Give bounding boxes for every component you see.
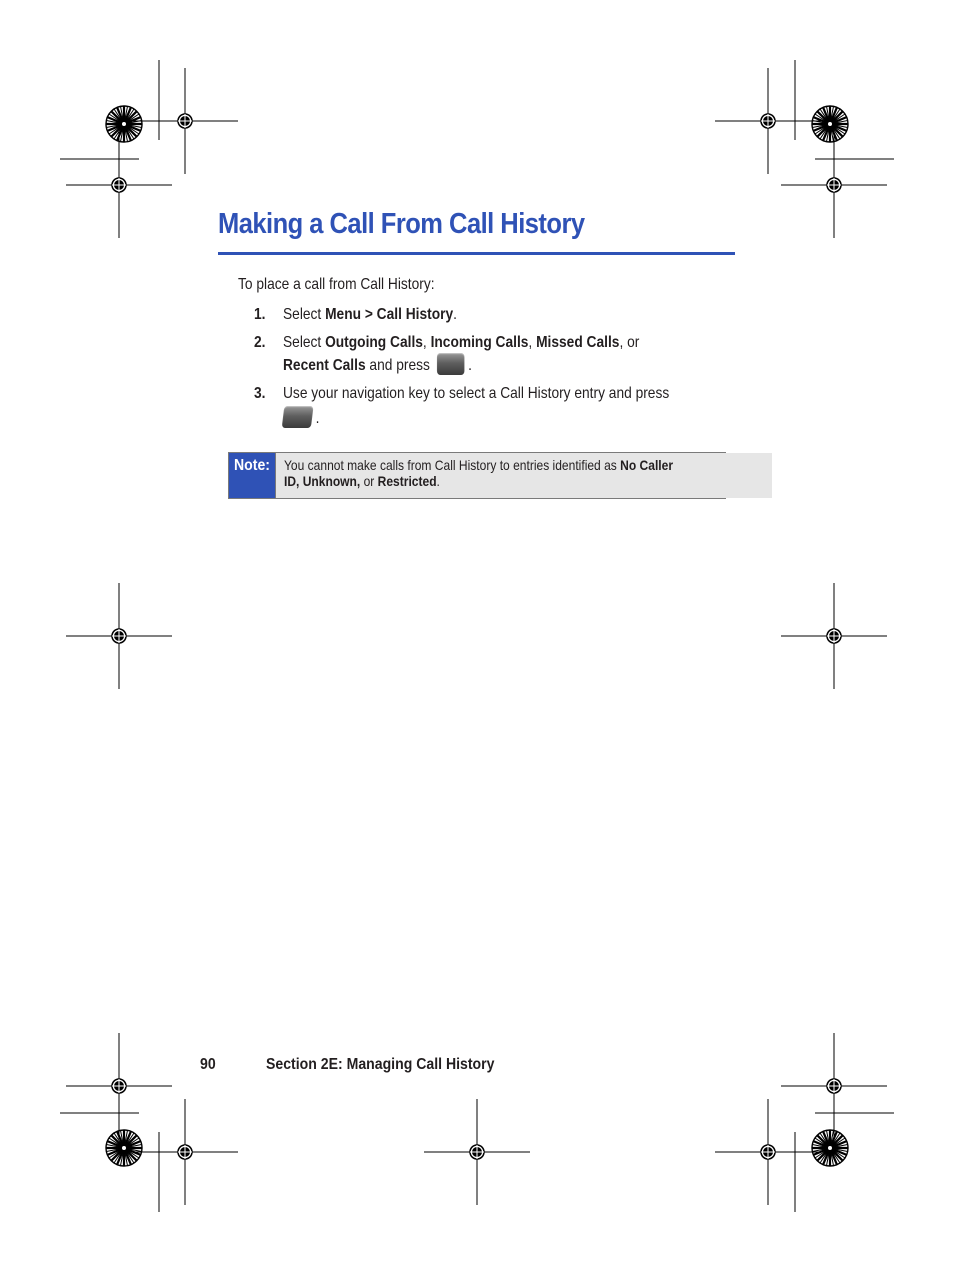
page-title: Making a Call From Call History — [218, 208, 585, 240]
text-run: . — [436, 473, 440, 489]
step-tail: . — [315, 410, 320, 427]
bold-term: No Caller — [620, 457, 673, 473]
text-run: Use your navigation key to select a Call History entry and press — [283, 385, 670, 402]
step-text-continued — [283, 354, 472, 377]
bold-term: Outgoing Calls — [325, 334, 423, 351]
step-text-continued — [283, 407, 320, 430]
text-run: , — [528, 334, 537, 351]
title-rule — [218, 252, 735, 255]
note-line-2 — [284, 473, 697, 489]
text-run: , or — [619, 334, 640, 351]
text-run: . — [453, 306, 457, 323]
talk-key-icon — [282, 406, 314, 428]
text-run: Select — [283, 334, 326, 351]
step-text — [283, 331, 639, 354]
note-text — [275, 453, 772, 498]
step-number: 2. — [254, 334, 266, 351]
note-line-1 — [284, 457, 697, 473]
ok-key-icon — [437, 353, 465, 375]
step-number: 1. — [254, 306, 266, 323]
bold-term: Incoming Calls — [430, 334, 529, 351]
text-run: Select — [283, 306, 326, 323]
bold-term: Menu > Call History — [325, 306, 454, 323]
bold-term: Restricted — [377, 473, 437, 489]
bold-term: Recent Calls — [283, 357, 366, 374]
bold-term: ID, Unknown, — [283, 473, 361, 489]
section-title: Section 2E: Managing Call History — [266, 1056, 495, 1073]
note-label: Note: — [229, 453, 275, 498]
note-box — [228, 452, 726, 499]
intro-text: To place a call from Call History: — [238, 276, 435, 293]
text-run: You cannot make calls from Call History to entries identified as — [283, 457, 621, 473]
text-run: and press — [365, 357, 434, 374]
text-run: or — [360, 473, 378, 489]
step-tail: . — [468, 357, 472, 374]
step-text-part — [283, 357, 434, 374]
page-number: 90 — [200, 1056, 216, 1073]
bold-term: Missed Calls — [536, 334, 620, 351]
step-text — [283, 303, 457, 326]
step-number: 3. — [254, 385, 266, 402]
step-text — [283, 382, 669, 405]
text-run: , — [422, 334, 431, 351]
